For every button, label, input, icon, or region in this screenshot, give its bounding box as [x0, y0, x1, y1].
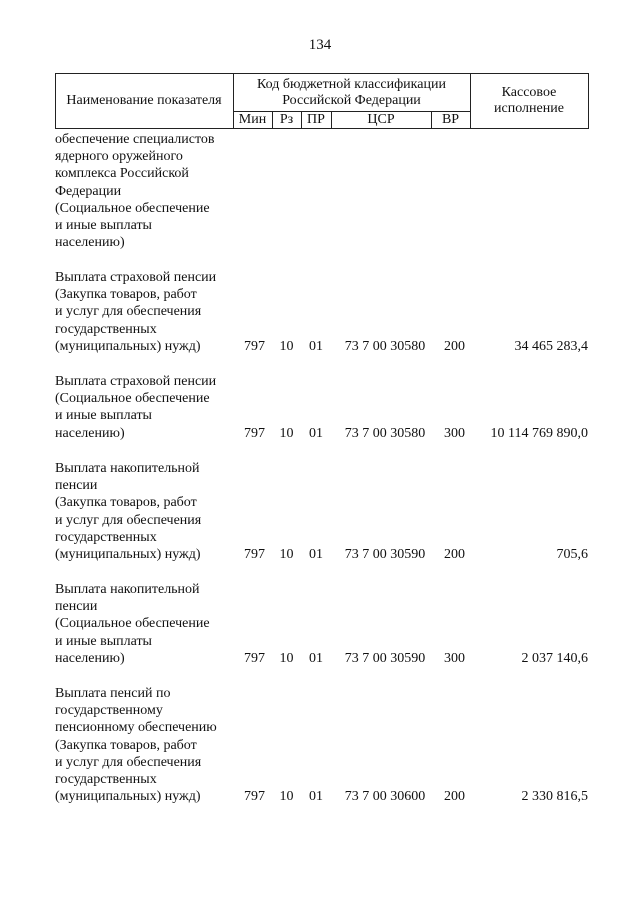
row-rz: 10 — [279, 650, 294, 666]
row-pr: 01 — [309, 788, 323, 804]
row-rz: 10 — [279, 546, 294, 562]
row-pr: 01 — [309, 546, 323, 562]
table-row — [55, 269, 588, 355]
row-name: Выплата накопительной пенсии (Социальное обеспечение и иные выплаты населению) — [55, 582, 210, 666]
row-amount: 10 114 769 890,0 — [490, 425, 588, 441]
header-amount: Кассовое исполнение — [494, 85, 564, 116]
row-amount: 34 465 283,4 — [514, 338, 588, 354]
row-name: Выплата страховой пенсии (Социальное обеспечение и иные выплаты населению) — [55, 374, 217, 441]
row-csr: 73 7 00 30590 — [344, 650, 426, 666]
row-amount: 2 037 140,6 — [521, 650, 588, 666]
table-row — [55, 685, 588, 805]
row-name: обеспечение специалистов ядерного оружейного комплекса Российской Федерации (Социальное обеспечение и иные выплаты населению) — [55, 132, 215, 251]
row-vr: 200 — [444, 338, 465, 354]
row-vr: 300 — [444, 425, 465, 441]
row-csr: 73 7 00 30600 — [344, 788, 426, 804]
header-min: Мин — [238, 111, 267, 127]
table-row — [55, 460, 588, 563]
row-name: Выплата пенсий по государственному пенсионному обеспечению (Закупка товаров, работ и услуг для обеспечения государственных (муниципальных) нужд) — [55, 686, 217, 805]
table-header — [55, 73, 588, 129]
row-vr: 200 — [444, 788, 465, 804]
table-row — [55, 131, 588, 251]
row-vr: 300 — [444, 650, 465, 666]
row-csr: 73 7 00 30580 — [344, 425, 426, 441]
page-number: 134 — [308, 37, 332, 53]
row-csr: 73 7 00 30580 — [344, 338, 426, 354]
row-min: 797 — [244, 650, 265, 666]
row-name: Выплата страховой пенсии (Закупка товаров, работ и услуг для обеспечения государственных (муниципальных) нужд) — [55, 270, 217, 354]
row-amount: 2 330 816,5 — [521, 788, 588, 804]
row-rz: 10 — [279, 338, 294, 354]
row-vr: 200 — [444, 546, 465, 562]
row-name: Выплата накопительной пенсии (Закупка товаров, работ и услуг для обеспечения государственных (муниципальных) нужд) — [55, 461, 202, 563]
row-pr: 01 — [309, 650, 323, 666]
table-row — [55, 373, 588, 442]
header-vr: ВР — [441, 111, 460, 127]
row-pr: 01 — [309, 338, 323, 354]
header-name: Наименование показателя — [66, 92, 222, 108]
row-csr: 73 7 00 30590 — [344, 546, 426, 562]
header-pr: ПР — [307, 111, 325, 127]
row-amount: 705,6 — [556, 546, 588, 562]
row-rz: 10 — [279, 788, 294, 804]
row-pr: 01 — [309, 425, 323, 441]
row-rz: 10 — [279, 425, 294, 441]
header-code-group: Код бюджетной классификации Российской Федерации — [257, 77, 446, 108]
row-min: 797 — [244, 788, 265, 804]
row-min: 797 — [244, 425, 265, 441]
table-row — [55, 581, 588, 667]
row-min: 797 — [244, 338, 265, 354]
header-csr: ЦСР — [367, 111, 395, 127]
header-rz: Рз — [279, 111, 294, 127]
row-min: 797 — [244, 546, 265, 562]
